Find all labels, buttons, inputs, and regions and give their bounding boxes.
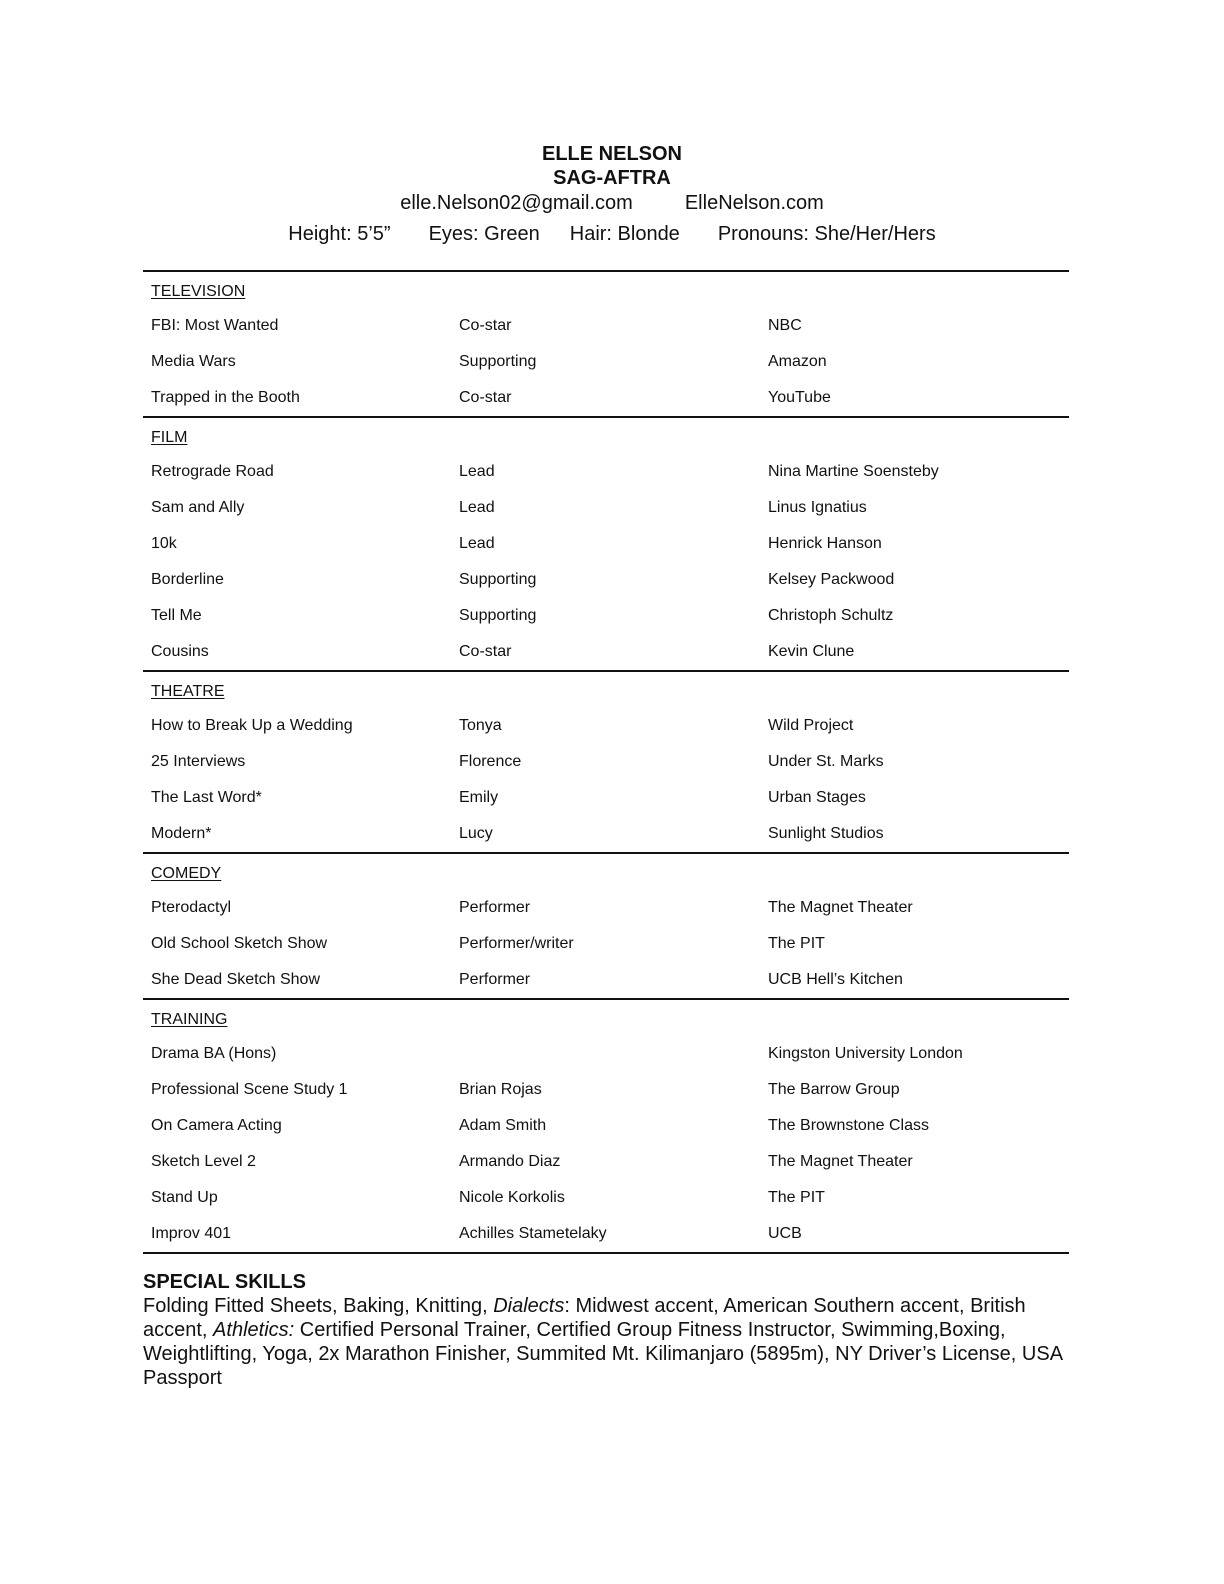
credit-director: Kevin Clune [768,643,855,660]
pronouns-stat: Pronouns: She/Her/Hers [717,223,936,245]
section-title: THEATRE [151,683,225,700]
credit-director: Christoph Schultz [768,607,894,624]
credit-project: 10k [151,535,177,552]
credit-project: 25 Interviews [151,753,246,770]
credit-project: FBI: Most Wanted [151,317,279,334]
section-comedy [143,854,1069,998]
section-title: COMEDY [151,865,222,882]
skills-general: Folding Fitted Sheets, Baking, Knitting, [143,1295,494,1317]
credit-project: Tell Me [151,607,202,624]
credits-table [143,270,1069,1254]
credit-row [143,634,1069,670]
credit-project: Borderline [151,571,224,588]
special-skills-section [143,1270,1073,1390]
section-divider [143,1252,1069,1254]
credit-company: NBC [768,317,802,334]
training-school: The Magnet Theater [768,1153,913,1170]
credit-row [143,490,1069,526]
credit-project: Retrograde Road [151,463,274,480]
credit-role: Lucy [459,825,493,842]
training-school: The Barrow Group [768,1081,900,1098]
training-row [143,1108,1069,1144]
training-course: Drama BA (Hons) [151,1045,277,1062]
credit-role: Co-star [459,643,512,660]
credit-project: Old School Sketch Show [151,935,328,952]
credit-project: She Dead Sketch Show [151,971,320,988]
section-television [143,272,1069,416]
credit-venue: UCB Hell’s Kitchen [768,971,903,988]
credit-row [143,308,1069,344]
credit-row [143,454,1069,490]
credit-row [143,344,1069,380]
training-course: Sketch Level 2 [151,1153,256,1170]
credit-project: The Last Word* [151,789,262,806]
credit-venue: The PIT [768,935,825,952]
credit-project: Cousins [151,643,209,660]
credit-role: Performer [459,899,531,916]
credit-row [143,816,1069,852]
training-row [143,1180,1069,1216]
credit-role: Lead [459,499,495,516]
credit-director: Nina Martine Soensteby [768,463,939,480]
section-theatre [143,672,1069,852]
training-teacher: Adam Smith [459,1117,547,1134]
credit-project: Trapped in the Booth [151,389,300,406]
skills-athletics: Certified Personal Trainer, Certified Group Fitness Instructor, Swimming,Boxing, Weightlifting, Yoga, 2x Marathon Finisher, Summited Mt. Kilimanjaro (5895m), NY Driver’s License, USA Passport [143,1319,1062,1389]
credit-director: Kelsey Packwood [768,571,895,588]
physical-stats-line [0,221,1224,247]
credit-company: Amazon [768,353,827,370]
credit-row [143,562,1069,598]
credit-row [143,962,1069,998]
union-affiliation: SAG-AFTRA [553,167,671,189]
credit-row [143,380,1069,416]
email-text: elle.Nelson02@gmail.com [400,192,633,214]
training-row [143,1036,1069,1072]
special-skills-title: SPECIAL SKILLS [143,1271,306,1293]
section-title: FILM [151,429,188,446]
credit-venue: Under St. Marks [768,753,884,770]
training-teacher: Brian Rojas [459,1081,542,1098]
credit-role: Lead [459,463,495,480]
height-stat: Height: 5’5” [288,223,391,245]
credit-row [143,708,1069,744]
dialects-label: Dialects [493,1295,565,1317]
section-film [143,418,1069,670]
credit-role: Co-star [459,389,512,406]
special-skills-text [143,1294,1073,1390]
credit-director: Linus Ignatius [768,499,867,516]
training-row [143,1144,1069,1180]
credit-row [143,598,1069,634]
training-course: Improv 401 [151,1225,232,1242]
credit-project: Modern* [151,825,212,842]
training-teacher: Armando Diaz [459,1153,561,1170]
credit-venue: Sunlight Studios [768,825,884,842]
credit-role: Co-star [459,317,512,334]
training-school: The Brownstone Class [768,1117,929,1134]
credit-role: Performer [459,971,531,988]
credit-row [143,890,1069,926]
training-row [143,1216,1069,1252]
training-teacher [459,1036,768,1072]
contact-line [0,190,1224,216]
credit-venue: Urban Stages [768,789,866,806]
credit-role: Lead [459,535,495,552]
credit-project: How to Break Up a Wedding [151,717,353,734]
training-course: Professional Scene Study 1 [151,1081,348,1098]
credit-row [143,744,1069,780]
credit-venue: Wild Project [768,717,854,734]
section-title: TELEVISION [151,283,246,300]
credit-role: Emily [459,789,499,806]
credit-role: Supporting [459,353,537,370]
credit-row [143,780,1069,816]
training-school: UCB [768,1225,802,1242]
training-row [143,1072,1069,1108]
credit-role: Supporting [459,571,537,588]
section-training [143,1000,1069,1252]
credit-row [143,926,1069,962]
credit-project: Sam and Ally [151,499,245,516]
credit-project: Media Wars [151,353,236,370]
credit-company: YouTube [768,389,831,406]
website-text: ElleNelson.com [684,192,824,214]
hair-stat: Hair: Blonde [569,223,680,245]
training-school: The PIT [768,1189,825,1206]
training-course: On Camera Acting [151,1117,282,1134]
athletics-label: Athletics: [213,1319,295,1341]
eyes-stat: Eyes: Green [428,223,540,245]
training-teacher: Nicole Korkolis [459,1189,565,1206]
credit-role: Supporting [459,607,537,624]
training-course: Stand Up [151,1189,218,1206]
credit-role: Tonya [459,717,502,734]
training-teacher: Achilles Stametelaky [459,1225,607,1242]
section-title: TRAINING [151,1011,228,1028]
skills-dialects: : Midwest accent, American Southern accent, British accent, [143,1295,1026,1341]
credit-venue: The Magnet Theater [768,899,913,916]
credit-role: Florence [459,753,522,770]
credit-row [143,526,1069,562]
credit-director: Henrick Hanson [768,535,882,552]
training-school: Kingston University London [768,1045,963,1062]
actor-name: ELLE NELSON [541,143,682,165]
credit-role: Performer/writer [459,935,574,952]
credit-project: Pterodactyl [151,899,232,916]
